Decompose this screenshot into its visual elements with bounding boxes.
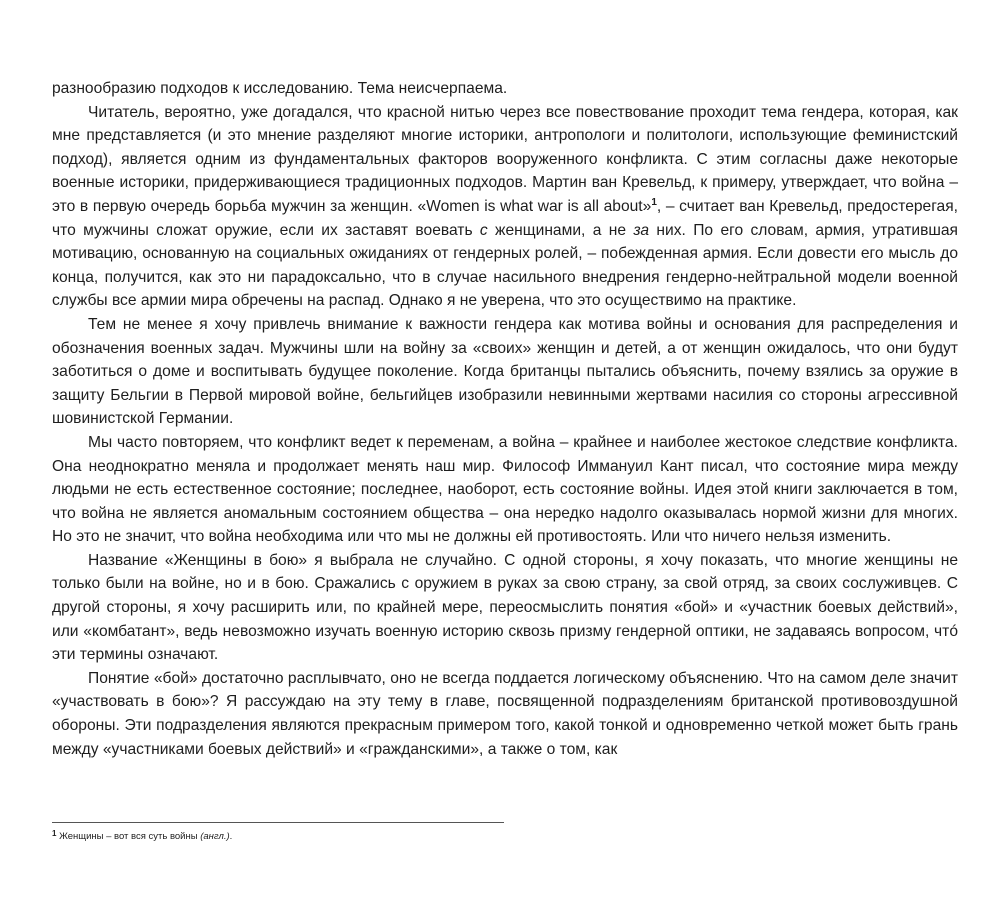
paragraph xyxy=(52,77,958,101)
text-run: Понятие «бой» достаточно расплывчато, оно не всегда поддается логическому объяснению. Что на самом деле значит «участвовать в бою»? Я рассуждаю на эту тему в главе, посвященной подразделениям британской противовоздушной обороны. Эти подразделения являются прекрасным примером того, какой тонкой и одновременно четкой может быть грань между «участниками боевых действий» и «гражданскими», а также о том, как xyxy=(52,669,958,758)
footnote-ref: 1 xyxy=(651,196,657,208)
paragraph xyxy=(52,101,958,313)
footnote-divider xyxy=(52,822,504,823)
footnote-text: Женщины – вот вся суть войны xyxy=(59,831,201,842)
paragraph xyxy=(52,313,958,431)
italic-word: с xyxy=(479,221,488,239)
footnote-lang-note: (англ.) xyxy=(200,831,230,842)
text-run: них. По его словам, армия, утратившая мотивацию, основанную на социальных ожиданиях от гендерных ролей, – побежденная армия. Если довести его мысль до конца, получится, как это ни парадоксально, что в случае насильного внедрения гендерно-нейтральной модели военной службы все армии мира обречены на распад. Однако я не уверена, что это осуществимо на практике. xyxy=(52,221,958,310)
text-run: Мы часто повторяем, что конфликт ведет к переменам, а война – крайнее и наиболее жестокое следствие конфликта. Она неоднократно меняла и продолжает менять наш мир. Философ Иммануил Кант писал, что состояние мира между людьми не есть естественное состояние; последнее, наоборот, есть состояние войны. Идея этой книги заключается в том, что война не является аномальным состоянием общества – она нередко надолго оказывалась нормой жизни для многих. Но это не значит, что война необходима или что мы не должны ей противостоять. Или что ничего нельзя изменить. xyxy=(52,433,958,546)
footnote-end: . xyxy=(229,831,233,842)
paragraph xyxy=(52,667,958,761)
text-run: Читатель, вероятно, уже догадался, что красной нитью через все повествование проходит тема гендера, которая, как мне представляется (и это мнение разделяют многие историки, антропологи и политологи, использующие феминистский подход), является одним из фундаментальных факторов вооруженного конфликта. С этим согласны даже некоторые военные историки, придерживающиеся традиционных подходов. Мартин ван Кревельд, к примеру, утверждает, что война – это в первую очередь борьба мужчин за женщин. «Women is what war is all about» xyxy=(52,103,958,215)
body-text xyxy=(52,77,958,761)
text-run: женщинами, а не xyxy=(487,221,634,239)
paragraph xyxy=(52,549,958,667)
text-run: разнообразию подходов к исследованию. Тема неисчерпаема. xyxy=(52,80,508,97)
text-run: Тем не менее я хочу привлечь внимание к важности гендера как мотива войны и основания для распределения и обозначения военных задач. Мужчины шли на войну за «своих» женщин и детей, а от женщин ожидалось, что они будут заботиться о доме и воспитывать будущее поколение. Когда британцы пытались объяснить, почему взялись за оружие в защиту Бельгии в Первой мировой войне, бельгийцев изобразили невинными жертвами насилия со стороны агрессивной шовинистской Германии. xyxy=(52,315,958,428)
footnote-number: 1 xyxy=(52,829,57,838)
footnote xyxy=(52,831,652,843)
italic-word: за xyxy=(633,221,650,239)
text-run: , – считает ван Кревельд, предостерегая, что мужчины сложат оружие, если их заставят воевать xyxy=(52,197,959,239)
paragraph xyxy=(52,431,958,549)
text-run: Название «Женщины в бою» я выбрала не случайно. С одной стороны, я хочу показать, что многие женщины не только были на войне, но и в бою. Сражались с оружием в руках за свою страну, за свой отряд, за своих сослуживцев. С другой стороны, я хочу расширить или, по крайней мере, переосмыслить понятия «бой» и «участник боевых действий», или «комбатант», ведь невозможно изучать военную историю сквозь призму гендерной оптики, не задаваясь вопросом, чтó эти термины означают. xyxy=(52,551,958,664)
